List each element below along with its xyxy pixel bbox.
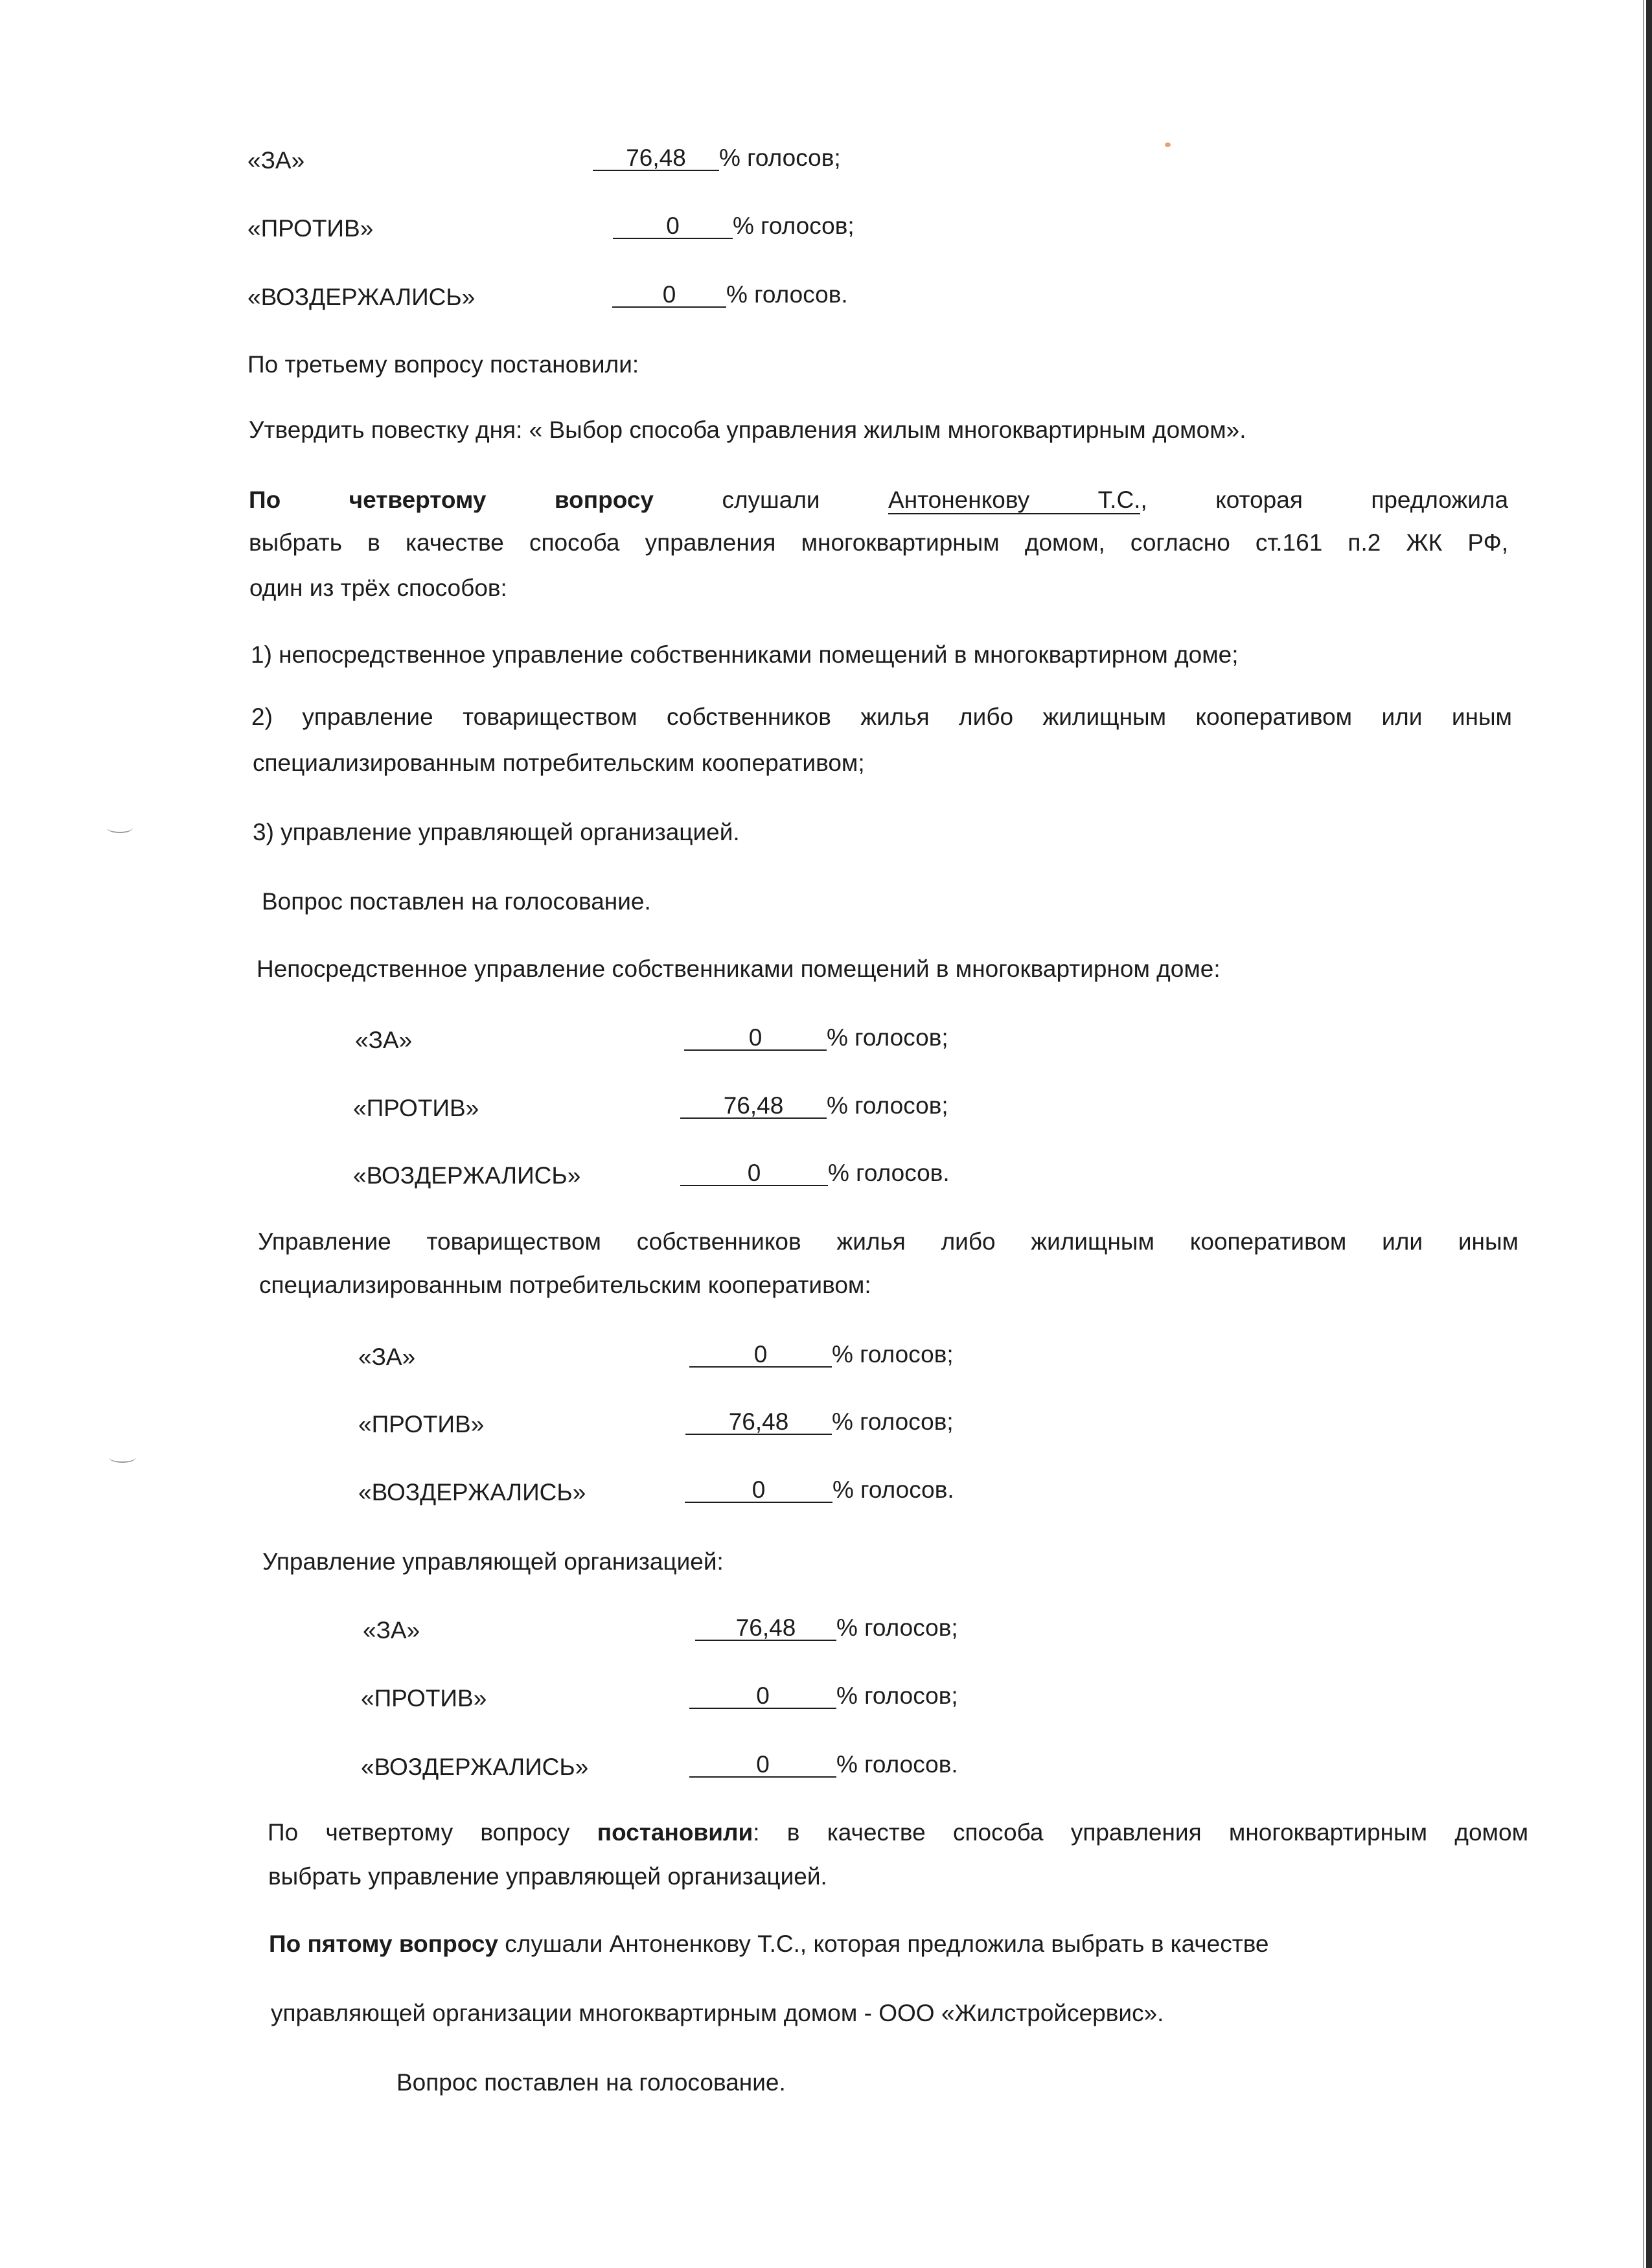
block1-vozd-value: 0	[680, 1161, 828, 1186]
block2-za-label: «ЗА»	[358, 1344, 416, 1370]
block1-heading: Непосредственное управление собственниками помещений в многоквартирном доме:	[257, 956, 1221, 982]
q3-vozd-suffix: % голосов.	[726, 281, 848, 308]
block2-protiv-suffix: % голосов;	[832, 1408, 954, 1435]
block3-protiv-row	[689, 1684, 958, 1709]
q3-za-suffix: % голосов;	[719, 144, 841, 171]
vote-call-1: Вопрос поставлен на голосование.	[262, 888, 651, 915]
block1-vozd-label: «ВОЗДЕРЖАЛИСЬ»	[353, 1162, 581, 1189]
block2-vozd-row	[685, 1478, 954, 1503]
block3-vozd-suffix: % голосов.	[836, 1751, 958, 1778]
option-3: 3) управление управляющей организацией.	[253, 819, 740, 845]
q5-line1	[269, 1932, 1269, 1956]
block3-protiv-label: «ПРОТИВ»	[361, 1685, 487, 1712]
q4-word-predlozhila: предложила	[1371, 487, 1509, 513]
q4-intro-line3: один из трёх способов:	[249, 575, 507, 601]
block2-za-value: 0	[689, 1342, 832, 1368]
q4-word-kotoraya: которая	[1215, 487, 1303, 513]
q3-vozd-label: «ВОЗДЕРЖАЛИСЬ»	[247, 284, 476, 310]
block2-za-row	[689, 1342, 954, 1368]
block3-vozd-label: «ВОЗДЕРЖАЛИСЬ»	[361, 1754, 589, 1780]
block2-vozd-label: «ВОЗДЕРЖАЛИСЬ»	[358, 1479, 586, 1506]
option-2-line1: 2) управление товариществом собственников жилья либо жилищным кооперативом или иным	[251, 704, 1512, 730]
q4-comma: ,	[1140, 487, 1147, 513]
q4-decision-pre: По четвертому вопросу	[268, 1819, 570, 1846]
option-2-line2: специализированным потребительским кооперативом;	[253, 750, 865, 776]
q4-intro-line1	[249, 488, 1508, 512]
margin-mark	[107, 823, 133, 833]
q3-za-value: 76,48	[593, 146, 719, 171]
q3-vozd-value: 0	[612, 282, 726, 308]
block2-vozd-suffix: % голосов.	[832, 1476, 954, 1503]
q3-za-label: «ЗА»	[247, 147, 305, 174]
block1-vozd-suffix: % голосов.	[828, 1160, 950, 1186]
q3-protiv-suffix: % голосов;	[733, 212, 855, 239]
block3-za-row	[695, 1616, 958, 1641]
block1-protiv-value: 76,48	[680, 1094, 827, 1119]
block1-za-value: 0	[684, 1025, 827, 1051]
block2-heading-line2: специализированным потребительским кооперативом:	[259, 1272, 871, 1298]
q5-text: слушали Антоненкову Т.С., которая предложила выбрать в качестве	[505, 1930, 1269, 1957]
block3-za-label: «ЗА»	[363, 1617, 420, 1644]
q5-bold: По пятому вопросу	[269, 1930, 498, 1957]
block3-vozd-row	[689, 1752, 958, 1778]
margin-mark	[109, 1452, 136, 1463]
block2-heading-line1: Управление товариществом собственников жилья либо жилищным кооперативом или иным	[258, 1228, 1519, 1255]
block1-za-label: «ЗА»	[355, 1027, 413, 1053]
q4-intro-line2: выбрать в качестве способа управления многоквартирным домом, согласно ст.161 п.2 ЖК РФ,	[249, 529, 1508, 556]
option-1: 1) непосредственное управление собственниками помещений в многоквартирном доме;	[251, 641, 1239, 668]
q4-intro-bold: По четвертому вопросу	[249, 487, 654, 513]
block3-vozd-value: 0	[689, 1752, 836, 1778]
q4-speaker: Антоненкову Т.С.	[888, 487, 1141, 513]
q3-vozd-row	[612, 282, 848, 308]
block1-za-row	[684, 1025, 948, 1051]
q3-decided: По третьему вопросу постановили:	[247, 351, 639, 378]
scan-edge-line	[1643, 0, 1644, 2268]
q3-protiv-label: «ПРОТИВ»	[247, 215, 374, 242]
block1-protiv-label: «ПРОТИВ»	[353, 1095, 479, 1121]
q4-decision-post: : в качестве способа управления многоквартирным домом	[753, 1819, 1529, 1846]
block1-za-suffix: % голосов;	[827, 1024, 948, 1051]
block2-za-suffix: % голосов;	[832, 1341, 954, 1368]
block3-heading: Управление управляющей организацией:	[262, 1548, 724, 1575]
q3-protiv-value: 0	[613, 214, 733, 239]
block1-protiv-row	[680, 1094, 948, 1119]
vote-call-2: Вопрос поставлен на голосование.	[396, 2069, 786, 2096]
block2-protiv-value: 76,48	[685, 1410, 832, 1435]
block1-protiv-suffix: % голосов;	[827, 1092, 948, 1119]
q3-agenda: Утвердить повестку дня: « Выбор способа управления жилым многоквартирным домом».	[249, 417, 1246, 443]
block3-protiv-value: 0	[689, 1684, 836, 1709]
q4-decision-line1	[268, 1820, 1528, 1844]
q5-line2: управляющей организации многоквартирным домом - ООО «Жилстройсервис».	[271, 2000, 1164, 2026]
q4-intro-text: слушали	[722, 487, 820, 513]
q3-protiv-row	[613, 214, 855, 239]
scan-edge	[1646, 0, 1652, 2268]
q3-za-row	[593, 146, 841, 171]
q4-decision-line2: выбрать управление управляющей организацией.	[268, 1863, 827, 1890]
block2-protiv-label: «ПРОТИВ»	[358, 1411, 485, 1438]
block3-za-value: 76,48	[695, 1616, 836, 1641]
q4-decision-bold: постановили	[597, 1819, 753, 1846]
block3-protiv-suffix: % голосов;	[836, 1682, 958, 1709]
ink-speck	[1165, 143, 1171, 147]
block2-protiv-row	[685, 1410, 954, 1435]
block1-vozd-row	[680, 1161, 950, 1186]
block3-za-suffix: % голосов;	[836, 1614, 958, 1641]
block2-vozd-value: 0	[685, 1478, 832, 1503]
